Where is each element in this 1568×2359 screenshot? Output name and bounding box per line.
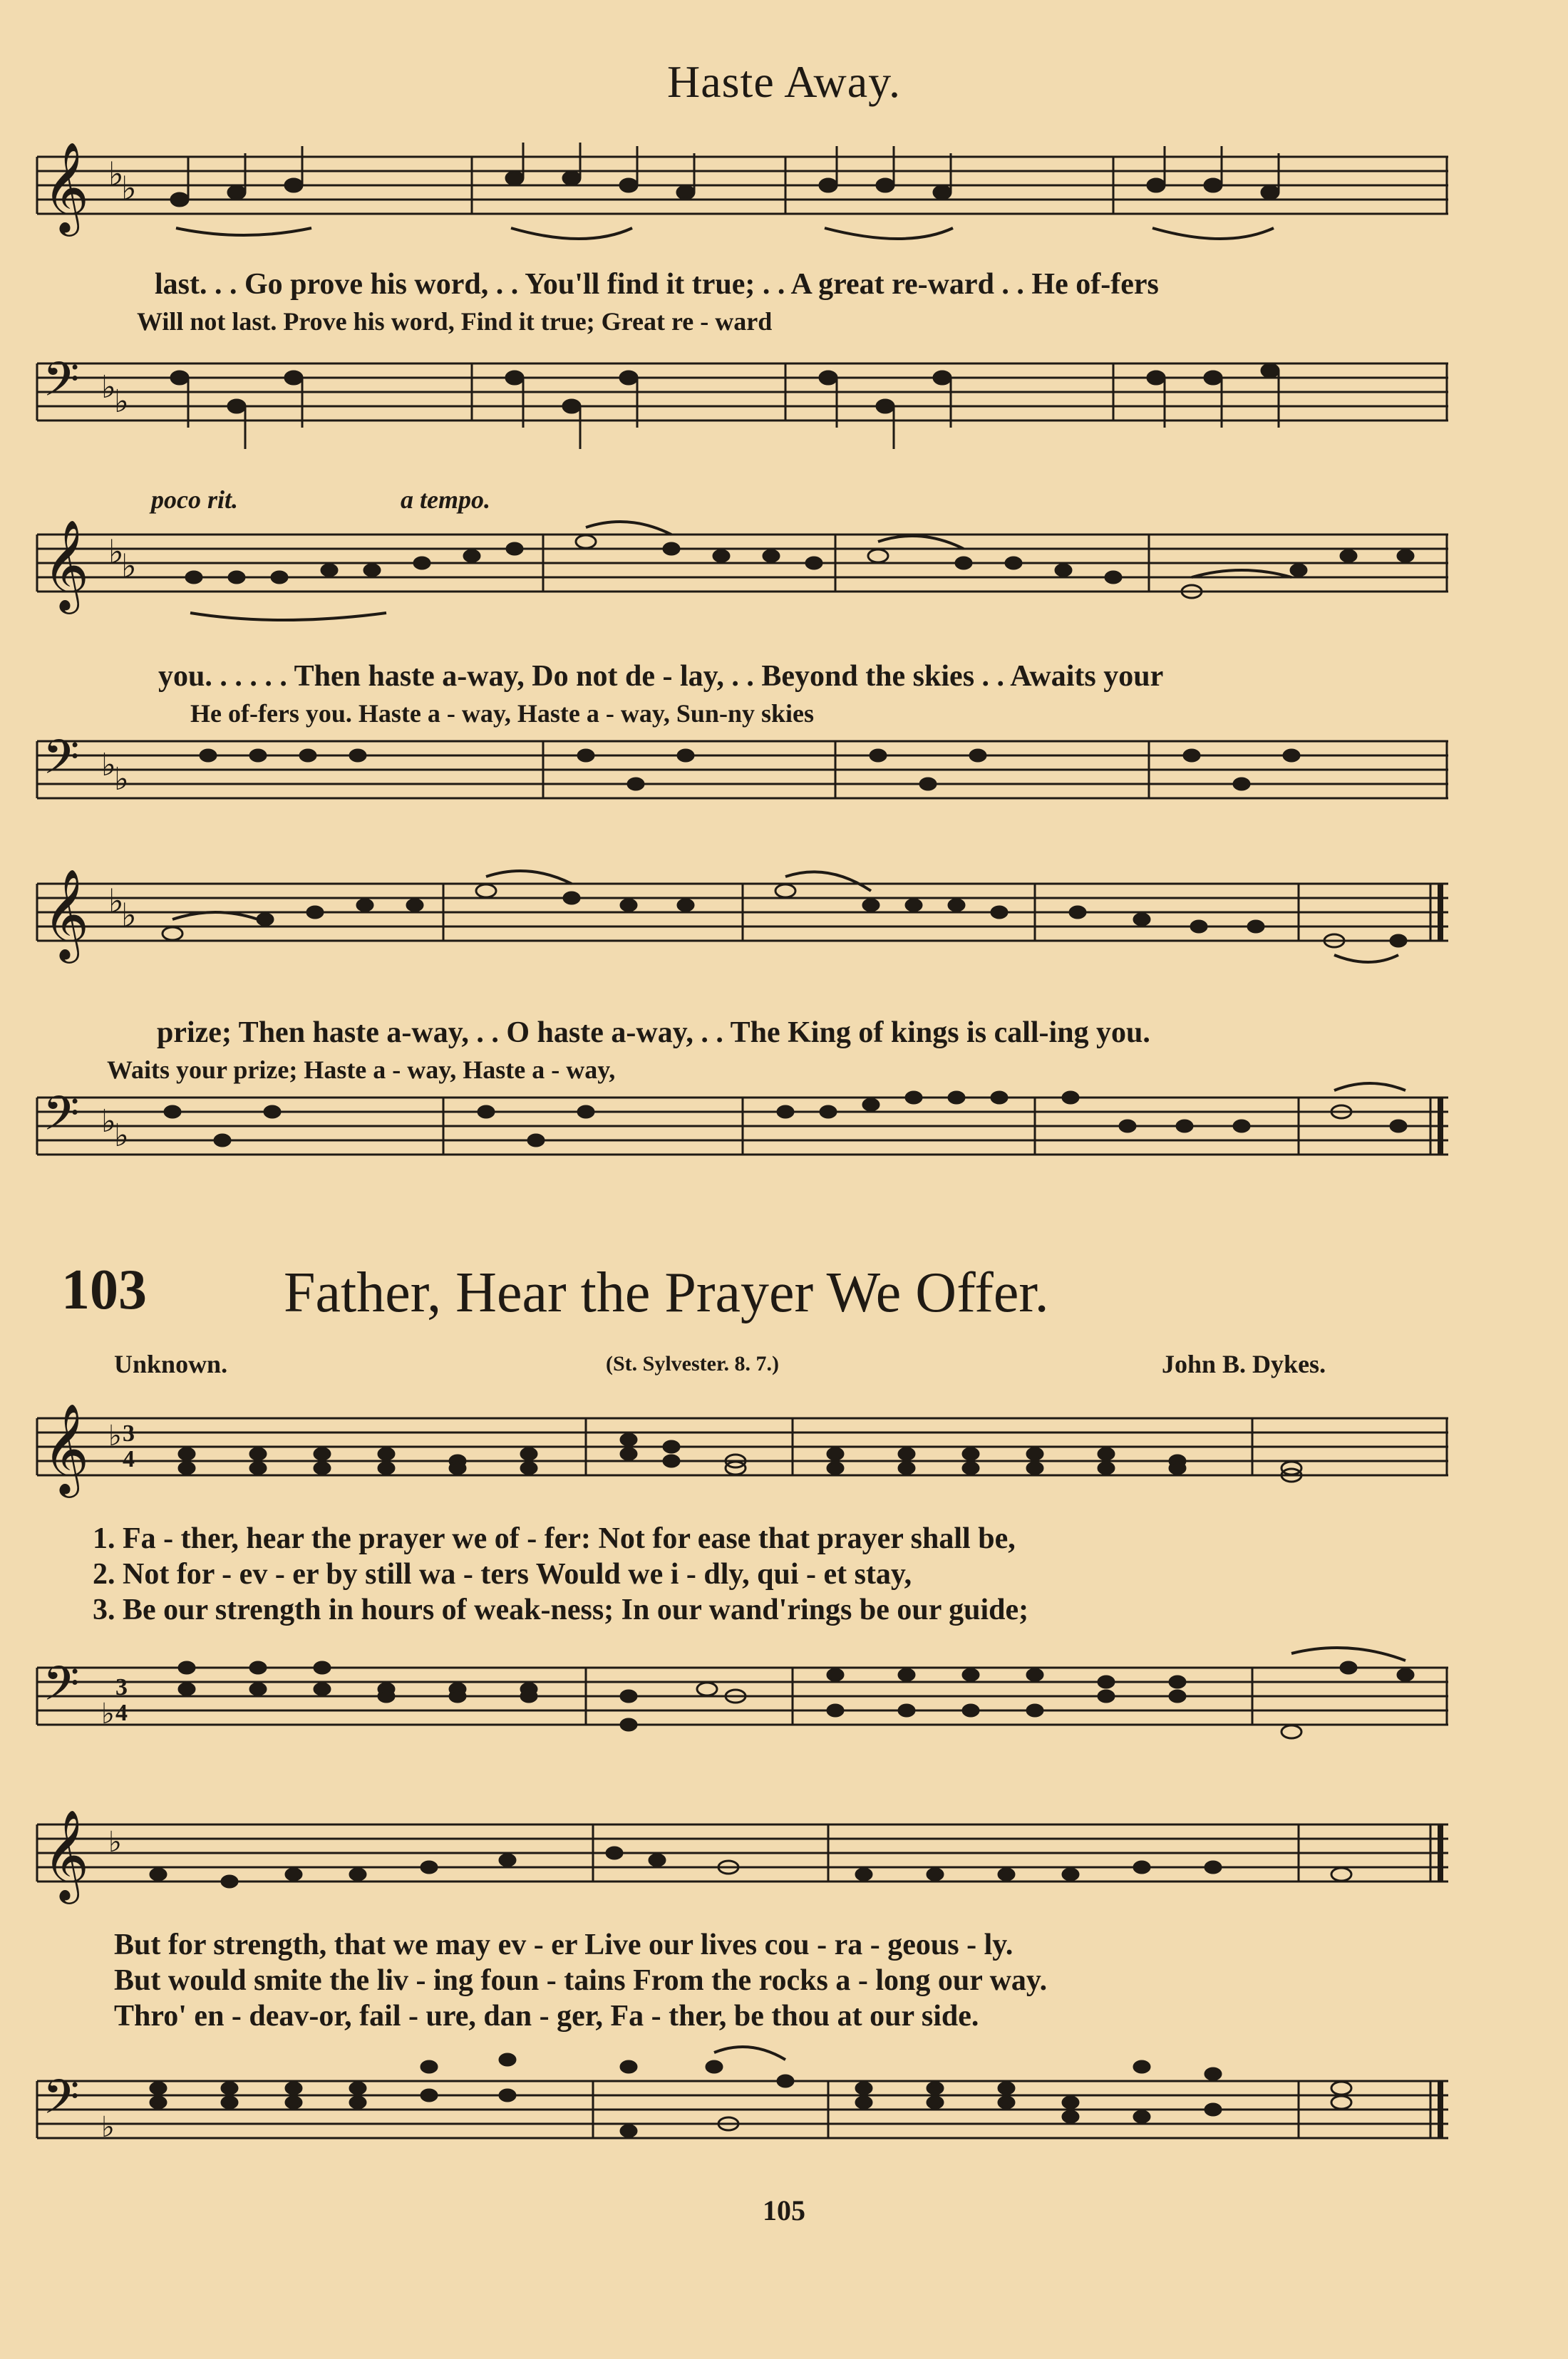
hymn-title: Father, Hear the Prayer We Offer. — [284, 1261, 1049, 1324]
treble-staff-3 — [30, 862, 1455, 984]
treble-staff-2 — [30, 513, 1455, 634]
svg-text:♭: ♭ — [101, 2111, 115, 2143]
lyrics-main-row-3: prize; Then haste a-way, . . O haste a-way, . . The King of kings is call-ing you. — [157, 1016, 1150, 1049]
treble-staff-1 — [30, 143, 1455, 257]
svg-text:♭: ♭ — [108, 156, 124, 192]
verse-3-line-2: Thro' en - deav-or, fail - ure, dan - ger, Fa - ther, be thou at our side. — [114, 2000, 979, 2033]
svg-text:𝄞: 𝄞 — [43, 868, 90, 959]
music-system-2 — [30, 485, 1455, 827]
lyrics-main-row-1: last. . . Go prove his word, . . You'll find it true; . . A great re-ward . . He of-fers — [155, 268, 1159, 301]
bass-staff-2 — [30, 727, 1455, 841]
hymn-author: Unknown. — [114, 1350, 228, 1378]
music-system-3 — [30, 855, 1455, 1197]
svg-text:𝄢: 𝄢 — [43, 1656, 80, 1723]
svg-text:♭: ♭ — [108, 534, 124, 570]
svg-text:𝄞: 𝄞 — [43, 519, 90, 610]
verse-1-line-1: 1. Fa - ther, hear the prayer we of - fer: Not for ease that prayer shall be, — [93, 1522, 1016, 1555]
verse-2-line-2: But would smite the liv - ing foun - tains From the rocks a - long our way. — [114, 1964, 1048, 1997]
hymn-treble-staff-1 — [30, 1397, 1455, 1511]
svg-text:𝄞: 𝄞 — [43, 1403, 90, 1494]
svg-text:𝄢: 𝄢 — [43, 730, 80, 796]
svg-text:𝄢: 𝄢 — [43, 1086, 80, 1152]
verse-2-line-1: 2. Not for - ev - er by still wa - ters Would we i - dly, qui - et stay, — [93, 1558, 912, 1591]
svg-text:𝄢: 𝄢 — [43, 352, 80, 418]
hymn-system-2 — [30, 1803, 1455, 2188]
hymn-number: 103 — [61, 1259, 147, 1321]
svg-text:4: 4 — [115, 1700, 128, 1726]
lyrics-echo-row-3: Waits your prize; Haste a - way, Haste a - way, — [107, 1055, 616, 1084]
svg-text:♭: ♭ — [108, 1420, 122, 1452]
hymn-header — [61, 1258, 1501, 1343]
svg-text:♭: ♭ — [121, 170, 137, 207]
lyrics-main-row-2: you. . . . . . Then haste a-way, Do not de - lay, . . Beyond the skies . . Awaits your — [158, 660, 1164, 693]
lyrics-echo-row-2: He of-fers you. Haste a - way, Haste a - way, Sun-ny skies — [190, 699, 814, 728]
hymn-system-1 — [30, 1397, 1455, 1767]
svg-text:♭: ♭ — [121, 548, 137, 584]
dynamic-a-tempo: a tempo. — [401, 485, 490, 514]
bass-staff-3 — [30, 1076, 1455, 1197]
svg-text:♭: ♭ — [108, 1826, 122, 1858]
svg-text:♭: ♭ — [108, 883, 124, 919]
verse-1-line-2: But for strength, that we may ev - er Live our lives cou - ra - geous - ly. — [114, 1929, 1013, 1961]
hymn-bass-staff-2 — [30, 2038, 1455, 2174]
dynamic-poco-rit: poco rit. — [151, 485, 238, 514]
verse-3-line-1: 3. Be our strength in hours of weak-ness; In our wand'rings be our guide; — [93, 1594, 1029, 1626]
svg-text:♭: ♭ — [101, 748, 116, 783]
svg-text:♭: ♭ — [121, 897, 137, 934]
svg-text:𝄢: 𝄢 — [43, 2070, 80, 2136]
svg-text:♭: ♭ — [101, 370, 116, 405]
hymn-tune: (St. Sylvester. 8. 7.) — [606, 1352, 780, 1375]
svg-text:3: 3 — [115, 1674, 128, 1700]
svg-text:♭: ♭ — [101, 1698, 115, 1730]
svg-text:♭: ♭ — [114, 1118, 129, 1153]
svg-text:♭: ♭ — [114, 384, 129, 419]
svg-text:3: 3 — [123, 1420, 135, 1447]
svg-text:𝄞: 𝄞 — [43, 1809, 90, 1900]
svg-text:♭: ♭ — [101, 1104, 116, 1139]
section-title: Haste Away. — [667, 56, 901, 107]
bass-staff-1 — [30, 349, 1455, 463]
hymn-credits — [114, 1349, 1397, 1392]
hymn-bass-staff-1 — [30, 1639, 1455, 1760]
page-number: 105 — [763, 2194, 805, 2226]
svg-text:4: 4 — [123, 1446, 135, 1472]
lyrics-echo-row-1: Will not last. Prove his word, Find it true; Great re - ward — [137, 307, 773, 336]
hymn-treble-staff-2 — [30, 1803, 1455, 1917]
svg-text:♭: ♭ — [114, 762, 129, 797]
svg-text:𝄞: 𝄞 — [43, 143, 90, 232]
music-system-1 — [30, 135, 1455, 470]
hymn-composer: John B. Dykes. — [1162, 1350, 1326, 1378]
